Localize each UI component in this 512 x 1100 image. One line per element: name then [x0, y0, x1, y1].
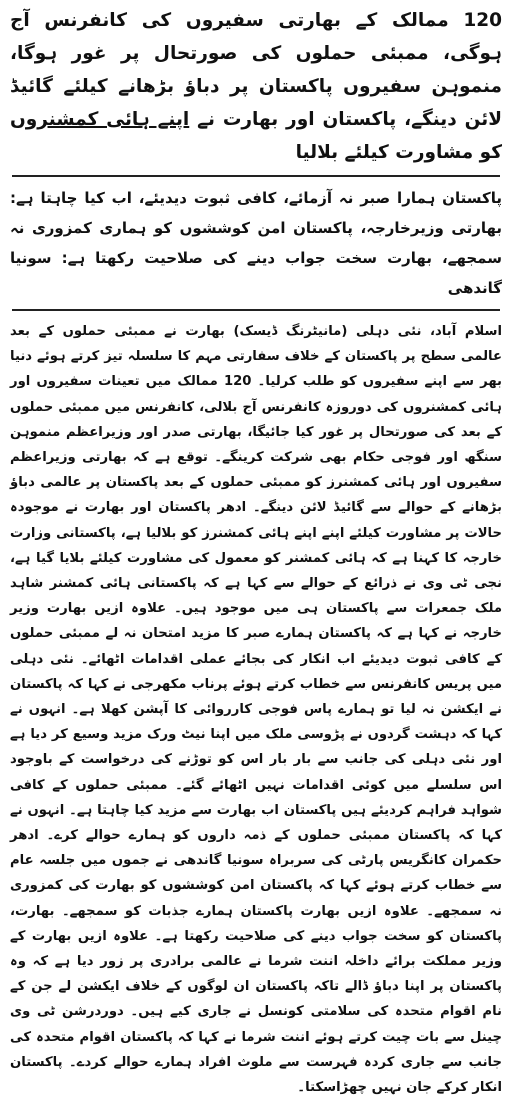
headline-part-1: 120 ممالک کے بھارتی سفیروں کی کانفرنس آج ہوگی، ممبئی حملوں کی صورتحال پر غور ہوگا، منموہن سفیروں پاکستان پر دباؤ بڑھانے کیلئے گائیڈ لائن دینگے، پاکستان اور بھارت نے — [10, 10, 502, 130]
article-subheadline: پاکستان ہمارا صبر نہ آزمائے، کافی ثبوت دیدیئے، اب کیا چاہتا ہے: بھارتی وزیرخارجہ، پاکستان امن کوششوں کو ہماری کمزوری نہ سمجھے، بھارت سخت جواب دینے کی صلاحیت رکھتا ہے: سونیا گاندھی — [10, 189, 502, 297]
article-headline — [8, 4, 504, 175]
subheadline-divider — [12, 309, 500, 311]
headline-divider — [12, 175, 500, 177]
headline-part-2: کو مشاورت کیلئے بلالیا — [295, 142, 502, 163]
article-body: اسلام آباد، نئی دہلی (مانیٹرنگ ڈیسک) بھارت نے ممبئی حملوں کے بعد عالمی سطح پر پاکستان کے خلاف سفارتی مہم کا سلسلہ تیز کرتے ہوئے دنیا بھر سے اپنے سفیروں کو طلب کرلیا۔ 120 ممالک میں تعینات سفیروں اور ہائی کمشنروں کی دوروزہ کانفرنس آج بلالی، کانفرنس میں ممبئی حملوں کے بعد کی صورتحال پر غور کیا جائیگا، بھارتی صدر اور وزیراعظم منموہن سنگھ اور فوجی حکام بھی شرکت کرینگے۔ توقع ہے کہ بھارتی وزیراعظم سفیروں اور ہائی کمشنرز کو ممبئی حملوں کے بعد پاکستان پر عالمی دباؤ بڑھانے کے حوالے سے گائیڈ لائن دینگے۔ ادھر پاکستان اور بھارت نے موجودہ حالات پر مشاورت کیلئے اپنے اپنے ہائی کمشنرز کو بلالیا ہے، پاکستانی وزارت خارجہ کا کہنا ہے کہ ہائی کمشنر کو معمول کی مشاورت کیلئے بلایا گیا ہے، نجی ٹی وی نے ذرائع کے حوالے سے کہا ہے کہ پاکستانی ہائی کمشنر شاہد ملک جمعرات سے پاکستان ہی میں موجود ہیں۔ علاوہ ازیں بھارت وزیر خارجہ نے کہا ہے کہ پاکستان ہمارے صبر کا مزید امتحان نہ لے ممبئی حملوں کے کافی ثبوت دیدیئے اب انکار کی بجائے عملی اقدامات اٹھائے۔ نئی دہلی میں پریس کانفرنس سے خطاب کرتے ہوئے پرناب مکھرجی نے کہا کہ پاکستان نے ایکشن نہ لیا تو ہمارے پاس فوجی کارروائی کا آپشن کھلا ہے۔ انہوں نے کہا کہ دہشت گردوں نے پڑوسی ملک میں اپنا نیٹ ورک مزید وسیع کر دیا ہے اور نئی دہلی کی جانب سے بار بار اس کو توڑنے کی درخواست کے باوجود اس سلسلے میں کوئی اقدامات نہیں اٹھائے گئے۔ ممبئی حملوں کے کافی شواہد فراہم کردیئے ہیں پاکستان اب بھارت سے مزید کیا چاہتا ہے۔ انہوں نے کہا کہ پاکستان ممبئی حملوں کے ذمہ داروں کو ہمارے حوالے کرے۔ ادھر حکمران کانگریس پارٹی کی سربراہ سونیا گاندھی نے جموں میں جلسہ عام سے خطاب کرتے ہوئے کہا کہ پاکستان امن کوششوں کو بھارت کی کمزوری نہ سمجھے۔ علاوہ ازیں بھارت پاکستان ہمارے جذبات کو سمجھے۔ بھارت، پاکستان کو سخت جواب دینے کی صلاحیت رکھتا ہے۔ علاوہ ازیں بھارت کے وزیر مملکت برائے داخلہ اننت شرما نے عالمی برادری پر زور دیا ہے کہ وہ پاکستان پر اپنا دباؤ ڈالے تاکہ پاکستان ان لوگوں کے خلاف ایکشن لے جن کے نام اقوام متحدہ کی سلامتی کونسل نے جاری کیے ہیں۔ دوردرشن ٹی وی چینل سے بات چیت کرتے ہوئے اننت شرما نے کہا کہ پاکستان اقوام متحدہ کی جانب سے جاری کردہ فہرست سے ملوث افراد ہمارے حوالے کردے۔ پاکستان انکار کرکے جان نہیں چھڑاسکتا۔ — [10, 324, 502, 1096]
headline-underlined-phrase: اپنے ہائی کمشنروں — [10, 109, 190, 130]
